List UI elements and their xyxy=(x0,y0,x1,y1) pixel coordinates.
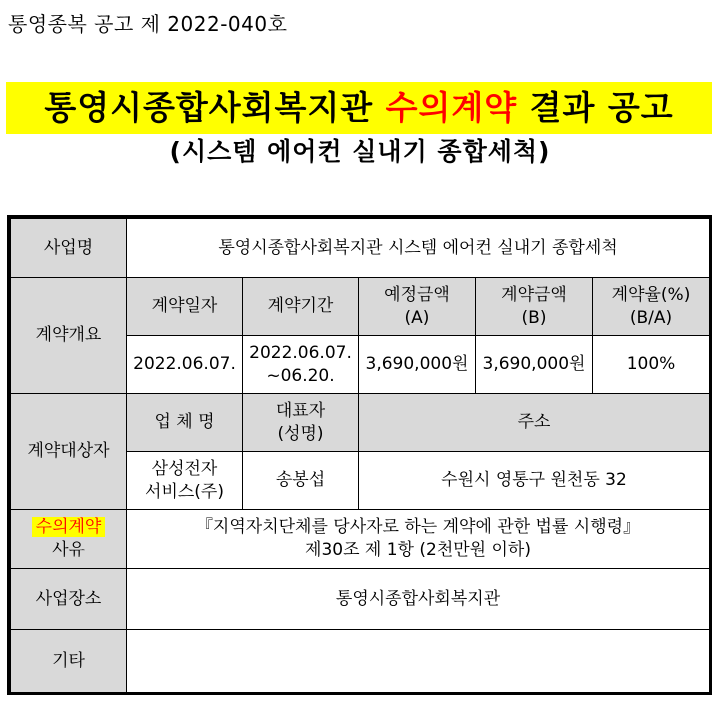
etc-value xyxy=(127,630,710,693)
reason-line1: 『지역자치단체를 당사자로 하는 계약에 관한 법률 시행령』 xyxy=(195,517,641,538)
contract-period-line2: ~06.20. xyxy=(266,365,335,386)
address-value: 수원시 영통구 원천동 32 xyxy=(359,452,710,510)
page-subtitle: (시스템 에어컨 실내기 종합세척) xyxy=(169,137,551,166)
representative-header-line1: 대표자 xyxy=(275,400,326,421)
title-highlight: 수의계약 xyxy=(385,88,518,127)
reason-line2: 제30조 제 1항 (2천만원 이하) xyxy=(305,540,531,560)
reason-label-highlight: 수의계약 xyxy=(32,517,106,537)
company-value-line2: 서비스(주) xyxy=(145,481,224,502)
project-value: 통영시종합사회복지관 시스템 에어컨 실내기 종합세척 xyxy=(127,219,710,278)
table-row xyxy=(11,569,710,630)
contract-date-header: 계약일자 xyxy=(127,278,243,336)
company-header: 업 체 명 xyxy=(127,394,243,452)
reason-value xyxy=(127,510,710,569)
contract-period-line1: 2022.06.07. xyxy=(249,342,352,363)
estimate-header-line2: (A) xyxy=(404,307,430,328)
page-title xyxy=(6,82,712,134)
address-header: 주소 xyxy=(359,394,710,452)
title-prefix: 통영시종합사회복지관 xyxy=(44,88,386,127)
contract-date-value: 2022.06.07. xyxy=(127,336,243,394)
representative-value: 송봉섭 xyxy=(243,452,359,510)
estimate-value: 3,690,000원 xyxy=(359,336,476,394)
representative-header xyxy=(243,394,359,452)
amount-header-line2: (B) xyxy=(521,307,547,328)
rate-header xyxy=(593,278,710,336)
contract-label: 계약개요 xyxy=(11,278,127,394)
amount-value: 3,690,000원 xyxy=(476,336,593,394)
party-label: 계약대상자 xyxy=(11,394,127,510)
table-row xyxy=(11,510,710,569)
reason-label xyxy=(11,510,127,569)
amount-header xyxy=(476,278,593,336)
rate-header-line1: 계약율(%) xyxy=(611,284,691,305)
contract-period-header: 계약기간 xyxy=(243,278,359,336)
place-label: 사업장소 xyxy=(11,569,127,630)
contract-period-value xyxy=(243,336,359,394)
title-suffix: 결과 공고 xyxy=(517,88,674,127)
etc-label: 기타 xyxy=(11,630,127,693)
table-row xyxy=(11,630,710,693)
contract-table xyxy=(10,218,710,693)
table-row xyxy=(11,394,710,452)
representative-header-line2: (성명) xyxy=(277,423,324,444)
table-row xyxy=(11,278,710,336)
estimate-header xyxy=(359,278,476,336)
reason-label-rest: 사유 xyxy=(52,540,85,560)
table-row xyxy=(11,219,710,278)
document-number: 통영종복 공고 제 2022-040호 xyxy=(8,12,288,36)
estimate-header-line1: 예정금액 xyxy=(384,284,450,305)
rate-value: 100% xyxy=(593,336,710,394)
project-label: 사업명 xyxy=(11,219,127,278)
place-value: 통영시종합사회복지관 xyxy=(127,569,710,630)
rate-header-line2: (B/A) xyxy=(629,307,673,328)
amount-header-line1: 계약금액 xyxy=(501,284,567,305)
company-value xyxy=(127,452,243,510)
company-value-line1: 삼성전자 xyxy=(151,458,218,479)
